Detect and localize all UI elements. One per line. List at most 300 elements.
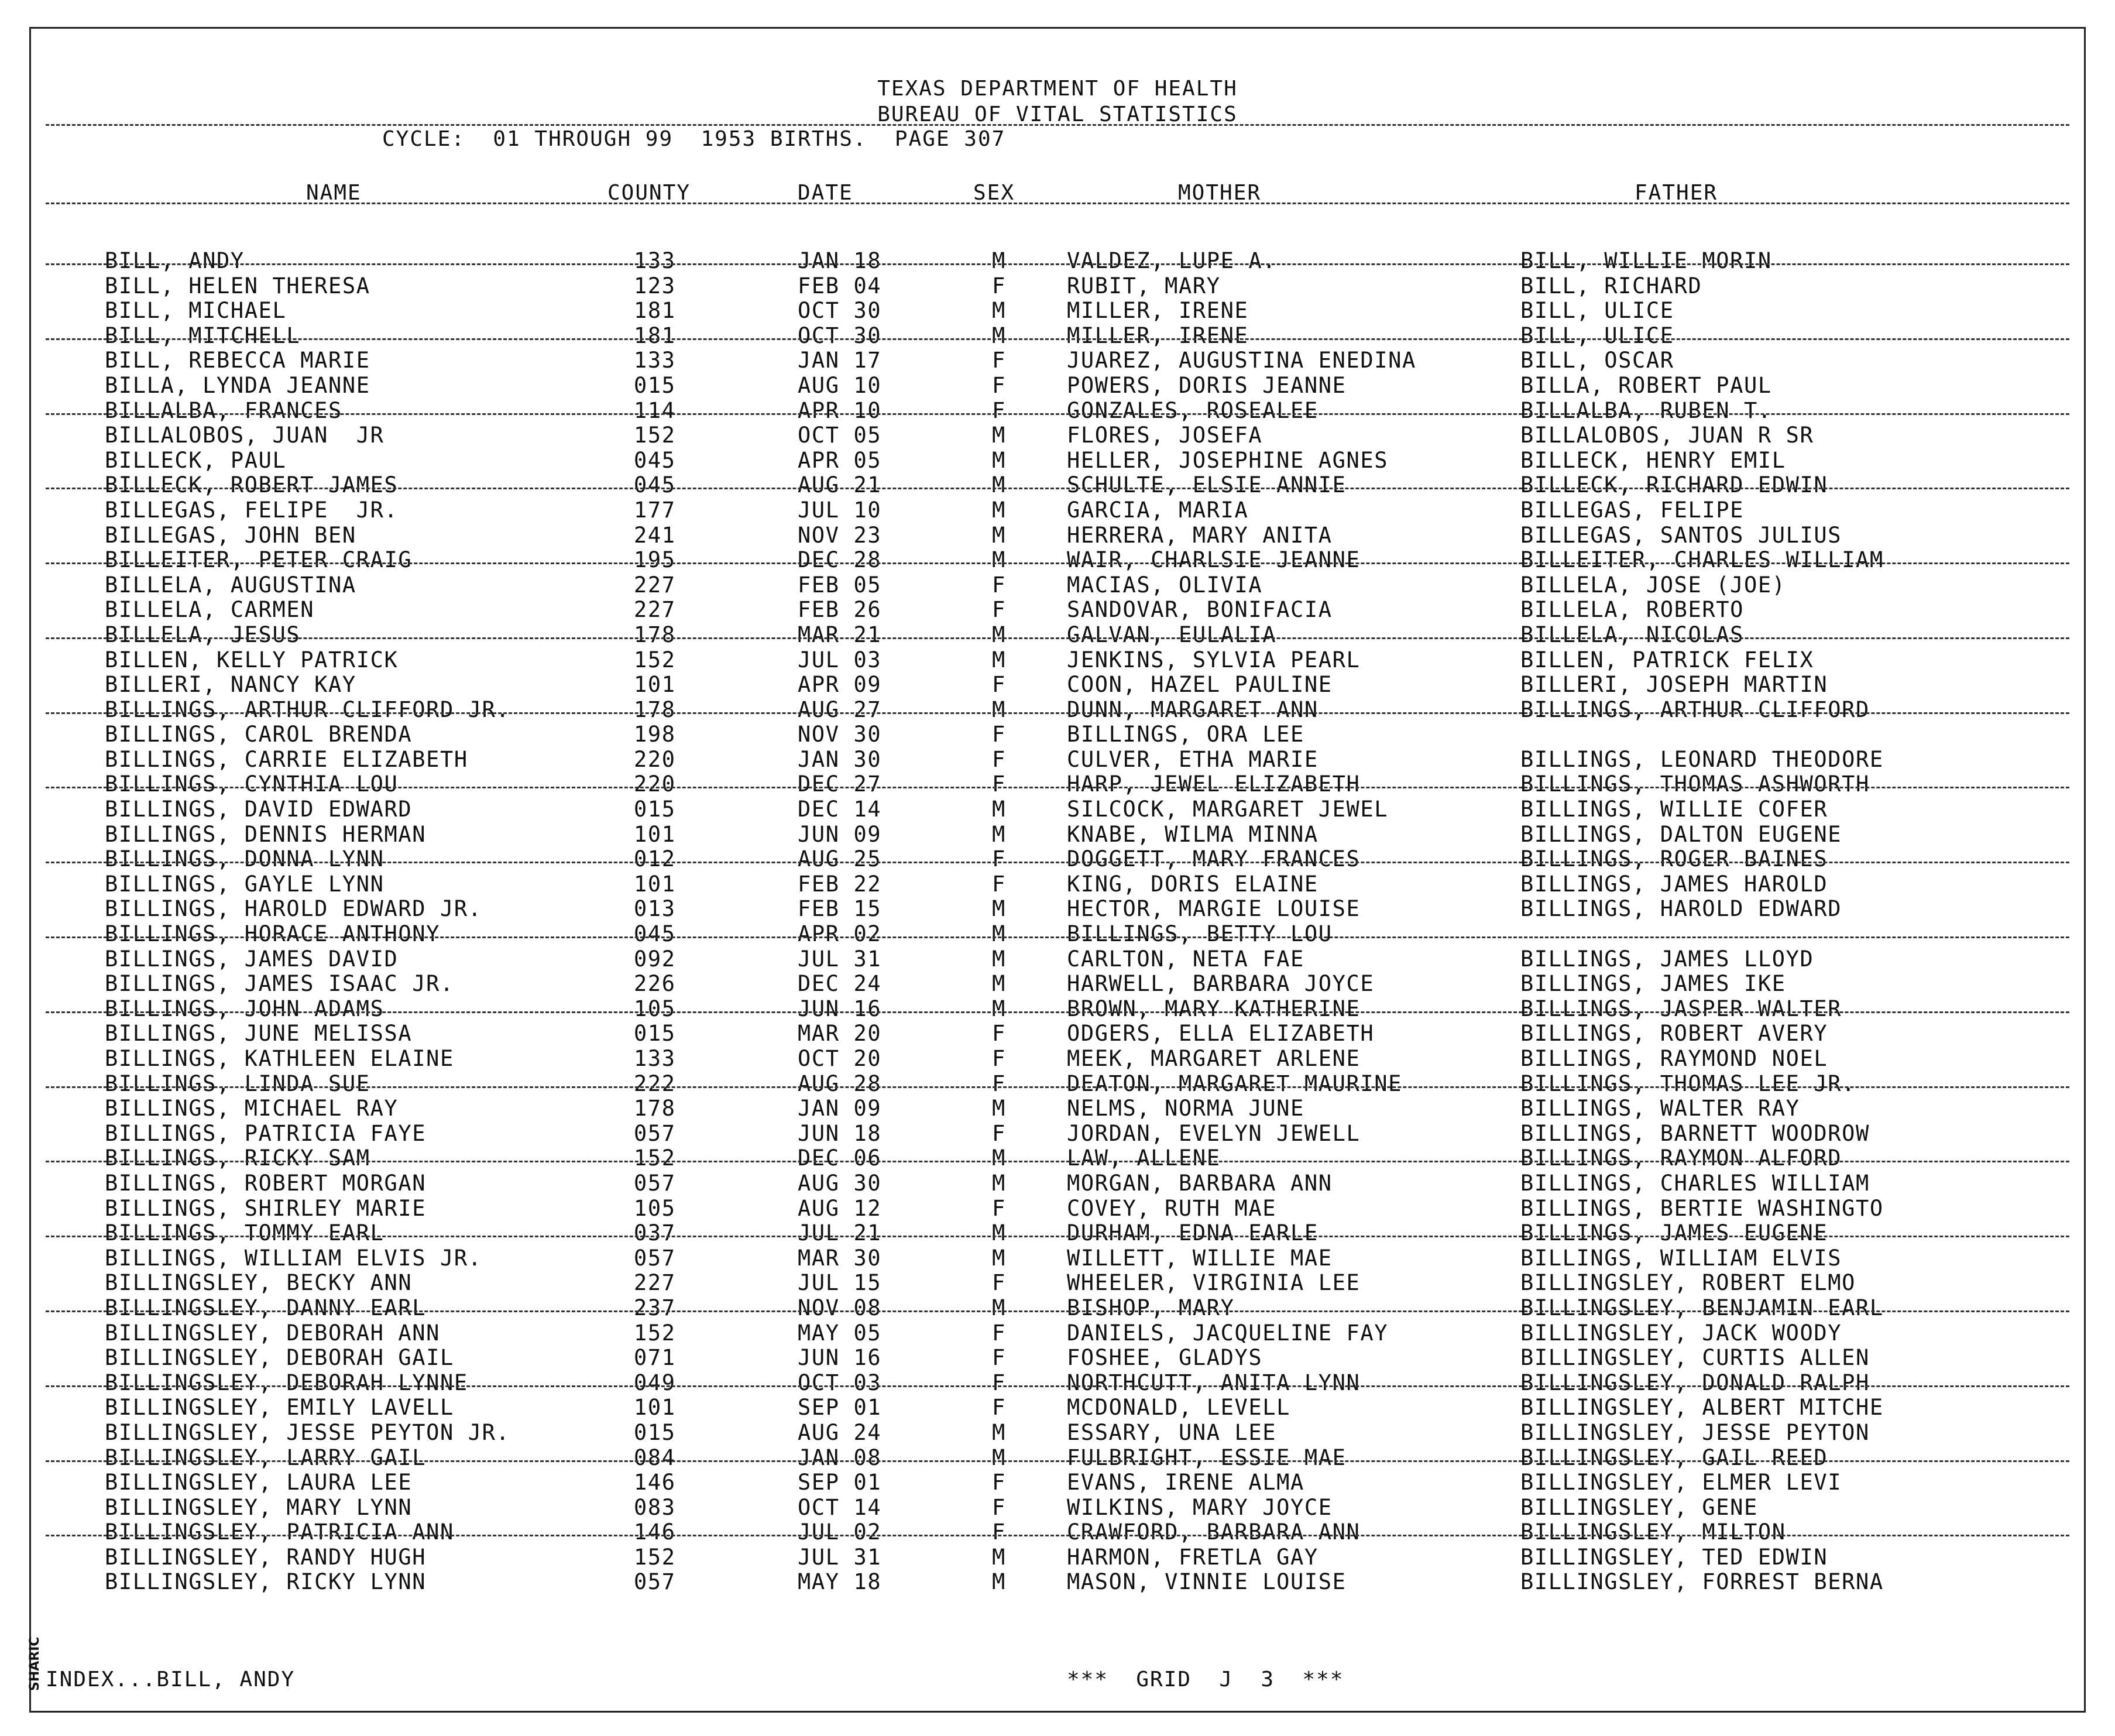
- record-name: BILLEGAS, JOHN BEN: [105, 522, 356, 548]
- record-father: BILLINGS, CHARLES WILLIAM: [1520, 1170, 1870, 1196]
- record-date: FEB 04: [798, 273, 882, 299]
- record-county: 037: [634, 1220, 676, 1246]
- record-father: BILLINGSLEY, BENJAMIN EARL: [1520, 1295, 1884, 1320]
- record-father: BILLEITER, CHARLES WILLIAM: [1520, 547, 1884, 573]
- department-title: TEXAS DEPARTMENT OF HEALTH: [877, 77, 1238, 101]
- record-date: OCT 14: [798, 1494, 882, 1520]
- record-county: 013: [634, 896, 676, 922]
- record-name: BILLINGSLEY, RANDY HUGH: [105, 1544, 427, 1570]
- record-county: 152: [634, 647, 676, 673]
- record-sex: M: [992, 547, 1006, 573]
- record-date: JUL 10: [798, 497, 882, 523]
- record-date: JUL 21: [798, 1220, 882, 1246]
- record-mother: BISHOP, MARY: [1067, 1295, 1235, 1320]
- record-date: OCT 20: [798, 1046, 882, 1071]
- record-sex: M: [992, 323, 1006, 348]
- record-county: 105: [634, 1195, 676, 1221]
- record-name: BILLINGS, CYNTHIA LOU: [105, 771, 399, 797]
- record-date: OCT 05: [798, 423, 882, 448]
- record-row: [31, 472, 2084, 498]
- record-county: 227: [634, 597, 676, 623]
- record-sex: F: [992, 1046, 1006, 1071]
- record-row: [31, 872, 2084, 897]
- record-sex: F: [992, 397, 1006, 423]
- record-name: BILLINGSLEY, LARRY GAIL: [105, 1445, 427, 1470]
- record-father: BILLINGS, WALTER RAY: [1520, 1096, 1800, 1121]
- record-father: BILLINGSLEY, JACK WOODY: [1520, 1320, 1842, 1346]
- record-mother: SANDOVAR, BONIFACIA: [1067, 597, 1333, 623]
- record-father: BILLELA, NICOLAS: [1520, 622, 1745, 647]
- record-father: BILLINGSLEY, ALBERT MITCHE: [1520, 1395, 1884, 1421]
- record-county: 181: [634, 323, 676, 348]
- record-row: [31, 572, 2084, 598]
- record-row: [31, 697, 2084, 722]
- record-row: [31, 323, 2084, 348]
- record-name: BILLELA, JESUS: [105, 622, 301, 647]
- record-father: BILLINGSLEY, FORREST BERNA: [1520, 1569, 1884, 1595]
- record-father: BILL, ULICE: [1520, 323, 1674, 348]
- record-county: 220: [634, 746, 676, 772]
- record-mother: HARMON, FRETLA GAY: [1067, 1544, 1319, 1570]
- record-county: 083: [634, 1494, 676, 1520]
- record-county: 178: [634, 697, 676, 722]
- column-header-date: DATE: [798, 181, 853, 205]
- record-county: 195: [634, 547, 676, 573]
- record-name: BILLECK, ROBERT JAMES: [105, 472, 399, 498]
- column-header-sex: SEX: [973, 181, 1015, 205]
- record-county: 123: [634, 273, 676, 299]
- record-father: BILL, OSCAR: [1520, 348, 1674, 373]
- record-sex: M: [992, 1170, 1006, 1196]
- record-sex: M: [992, 1295, 1006, 1320]
- record-date: JAN 09: [798, 1096, 882, 1121]
- record-county: 071: [634, 1345, 676, 1371]
- record-father: BILLINGS, BARNETT WOODROW: [1520, 1120, 1870, 1146]
- record-father: BILL, RICHARD: [1520, 273, 1702, 299]
- record-county: 241: [634, 522, 676, 548]
- record-sex: M: [992, 1096, 1006, 1121]
- record-mother: HARP, JEWEL ELIZABETH: [1067, 771, 1361, 797]
- record-father: BILLINGS, DALTON EUGENE: [1520, 821, 1842, 847]
- record-mother: HERRERA, MARY ANITA: [1067, 522, 1333, 548]
- record-name: BILLINGSLEY, LAURA LEE: [105, 1470, 413, 1495]
- record-row: [31, 1246, 2084, 1271]
- record-date: MAY 18: [798, 1569, 882, 1595]
- record-row: [31, 1196, 2084, 1221]
- record-county: 198: [634, 722, 676, 747]
- record-county: 101: [634, 672, 676, 698]
- record-county: 178: [634, 1096, 676, 1121]
- record-name: BILLINGSLEY, PATRICIA ANN: [105, 1519, 454, 1545]
- record-county: 092: [634, 946, 676, 972]
- record-row: [31, 1445, 2084, 1470]
- record-father: BILLINGS, JAMES HAROLD: [1520, 871, 1828, 897]
- record-county: 220: [634, 771, 676, 797]
- record-name: BILLINGS, JAMES ISAAC JR.: [105, 971, 454, 997]
- record-row: [31, 896, 2084, 921]
- record-row: [31, 1021, 2084, 1046]
- record-mother: DANIELS, JACQUELINE FAY: [1067, 1320, 1389, 1346]
- record-date: MAY 05: [798, 1320, 882, 1346]
- record-date: FEB 26: [798, 597, 882, 623]
- record-county: 177: [634, 497, 676, 523]
- record-father: BILLINGS, RAYMON ALFORD: [1520, 1145, 1842, 1171]
- record-date: APR 05: [798, 447, 882, 473]
- record-sex: M: [992, 1569, 1006, 1595]
- record-row: [31, 523, 2084, 548]
- record-mother: JORDAN, EVELYN JEWELL: [1067, 1120, 1361, 1146]
- record-date: AUG 27: [798, 697, 882, 722]
- record-name: BILLINGS, JUNE MELISSA: [105, 1021, 413, 1047]
- record-mother: GARCIA, MARIA: [1067, 497, 1249, 523]
- record-mother: JUAREZ, AUGUSTINA ENEDINA: [1067, 348, 1416, 373]
- record-row: [31, 1420, 2084, 1445]
- record-father: BILLELA, ROBERTO: [1520, 597, 1745, 623]
- record-row: [31, 1395, 2084, 1420]
- record-sex: M: [992, 647, 1006, 673]
- record-mother: CRAWFORD, BARBARA ANN: [1067, 1519, 1361, 1545]
- record-mother: MCDONALD, LEVELL: [1067, 1395, 1291, 1421]
- record-date: JAN 30: [798, 746, 882, 772]
- record-county: 178: [634, 622, 676, 647]
- record-row: [31, 822, 2084, 847]
- record-date: SEP 01: [798, 1470, 882, 1495]
- record-name: BILLINGSLEY, MARY LYNN: [105, 1494, 413, 1520]
- index-footer: INDEX...BILL, ANDY: [46, 1668, 296, 1692]
- record-row: [31, 348, 2084, 373]
- record-mother: MEEK, MARGARET ARLENE: [1067, 1046, 1361, 1071]
- record-mother: ODGERS, ELLA ELIZABETH: [1067, 1021, 1375, 1047]
- record-sex: M: [992, 1145, 1006, 1171]
- record-date: AUG 28: [798, 1071, 882, 1096]
- record-name: BILLINGS, LINDA SUE: [105, 1071, 370, 1096]
- record-sex: F: [992, 1395, 1006, 1421]
- record-sex: F: [992, 1370, 1006, 1395]
- record-name: BILLINGS, TOMMY EARL: [105, 1220, 384, 1246]
- record-father: BILLINGS, BERTIE WASHINGTO: [1520, 1195, 1884, 1221]
- record-county: 114: [634, 397, 676, 423]
- record-date: AUG 21: [798, 472, 882, 498]
- record-sex: F: [992, 1320, 1006, 1346]
- record-father: BILLINGSLEY, CURTIS ALLEN: [1520, 1345, 1870, 1371]
- record-name: BILL, HELEN THERESA: [105, 273, 370, 299]
- record-father: BILLINGSLEY, MILTON: [1520, 1519, 1786, 1545]
- record-row: [31, 996, 2084, 1021]
- record-county: 057: [634, 1245, 676, 1271]
- record-row: [31, 1096, 2084, 1121]
- record-row: [31, 647, 2084, 673]
- record-name: BILL, MICHAEL: [105, 298, 287, 324]
- record-date: MAR 30: [798, 1245, 882, 1271]
- record-row: [31, 1171, 2084, 1196]
- record-date: JUN 16: [798, 996, 882, 1021]
- record-sex: F: [992, 746, 1006, 772]
- record-father: BILLINGSLEY, GAIL REED: [1520, 1445, 1828, 1470]
- column-header-father: FATHER: [1635, 181, 1718, 205]
- record-row: [31, 1145, 2084, 1171]
- record-date: FEB 15: [798, 896, 882, 922]
- record-date: JUN 16: [798, 1345, 882, 1371]
- record-county: 133: [634, 348, 676, 373]
- record-date: AUG 10: [798, 372, 882, 398]
- record-name: BILLINGS, WILLIAM ELVIS JR.: [105, 1245, 482, 1271]
- record-county: 152: [634, 1145, 676, 1171]
- record-date: AUG 12: [798, 1195, 882, 1221]
- record-date: NOV 08: [798, 1295, 882, 1320]
- record-mother: WILLETT, WILLIE MAE: [1067, 1245, 1333, 1271]
- record-row: [31, 1320, 2084, 1346]
- record-county: 045: [634, 447, 676, 473]
- record-name: BILLINGSLEY, BECKY ANN: [105, 1270, 413, 1296]
- record-sex: M: [992, 921, 1006, 947]
- record-date: MAR 20: [798, 1021, 882, 1047]
- record-father: BILLINGSLEY, ELMER LEVI: [1520, 1470, 1842, 1495]
- record-row: [31, 797, 2084, 822]
- record-mother: WAIR, CHARLSIE JEANNE: [1067, 547, 1361, 573]
- record-mother: WILKINS, MARY JOYCE: [1067, 1494, 1333, 1520]
- record-name: BILLINGS, GAYLE LYNN: [105, 871, 384, 897]
- record-row: [31, 398, 2084, 423]
- record-mother: BROWN, MARY KATHERINE: [1067, 996, 1361, 1021]
- record-name: BILLELA, AUGUSTINA: [105, 572, 356, 598]
- record-county: 237: [634, 1295, 676, 1320]
- record-date: AUG 24: [798, 1419, 882, 1445]
- record-father: BILL, WILLIE MORIN: [1520, 248, 1772, 273]
- record-name: BILLALBA, FRANCES: [105, 397, 342, 423]
- record-row: [31, 846, 2084, 872]
- record-row: [31, 971, 2084, 996]
- record-father: BILLEGAS, SANTOS JULIUS: [1520, 522, 1842, 548]
- record-date: OCT 30: [798, 298, 882, 324]
- record-county: 101: [634, 821, 676, 847]
- record-father: BILLINGSLEY, TED EDWIN: [1520, 1544, 1828, 1570]
- record-mother: FLORES, JOSEFA: [1067, 423, 1263, 448]
- record-date: DEC 14: [798, 797, 882, 822]
- grid-footer: *** GRID J 3 ***: [1067, 1668, 1344, 1692]
- record-father: BILLERI, JOSEPH MARTIN: [1520, 672, 1828, 698]
- record-name: BILLECK, PAUL: [105, 447, 287, 473]
- record-row: [31, 1345, 2084, 1370]
- record-father: BILLECK, RICHARD EDWIN: [1520, 472, 1828, 498]
- record-sex: F: [992, 1021, 1006, 1047]
- record-county: 222: [634, 1071, 676, 1096]
- record-date: JUL 31: [798, 946, 882, 972]
- record-row: [31, 298, 2084, 323]
- record-name: BILLINGS, CARRIE ELIZABETH: [105, 746, 468, 772]
- record-date: AUG 30: [798, 1170, 882, 1196]
- record-county: 012: [634, 846, 676, 872]
- record-sex: F: [992, 597, 1006, 623]
- record-row: [31, 373, 2084, 398]
- header-rule: [46, 124, 2069, 126]
- record-sex: M: [992, 622, 1006, 647]
- record-father: BILLINGSLEY, DONALD RALPH: [1520, 1370, 1870, 1395]
- record-name: BILLINGS, HAROLD EDWARD JR.: [105, 896, 482, 922]
- column-header-county: COUNTY: [607, 181, 691, 205]
- record-father: BILLINGS, JAMES EUGENE: [1520, 1220, 1828, 1246]
- record-sex: M: [992, 472, 1006, 498]
- record-county: 045: [634, 472, 676, 498]
- record-sex: M: [992, 447, 1006, 473]
- record-county: 133: [634, 1046, 676, 1071]
- record-county: 015: [634, 797, 676, 822]
- record-row: [31, 1295, 2084, 1320]
- record-row: [31, 547, 2084, 572]
- record-father: BILLA, ROBERT PAUL: [1520, 372, 1772, 398]
- record-row: [31, 248, 2084, 273]
- record-father: BILLINGS, THOMAS ASHWORTH: [1520, 771, 1870, 797]
- record-mother: CULVER, ETHA MARIE: [1067, 746, 1319, 772]
- record-name: BILLINGS, JAMES DAVID: [105, 946, 399, 972]
- record-county: 045: [634, 921, 676, 947]
- record-name: BILLINGSLEY, DANNY EARL: [105, 1295, 427, 1320]
- record-mother: SILCOCK, MARGARET JEWEL: [1067, 797, 1389, 822]
- record-mother: FULBRIGHT, ESSIE MAE: [1067, 1445, 1347, 1470]
- record-sex: M: [992, 946, 1006, 972]
- record-mother: GALVAN, EULALIA: [1067, 622, 1277, 647]
- record-name: BILLA, LYNDA JEANNE: [105, 372, 370, 398]
- record-father: BILLECK, HENRY EMIL: [1520, 447, 1786, 473]
- record-father: BILLINGS, ROBERT AVERY: [1520, 1021, 1828, 1047]
- record-mother: WHEELER, VIRGINIA LEE: [1067, 1270, 1361, 1296]
- record-row: [31, 1071, 2084, 1096]
- record-row: [31, 273, 2084, 299]
- record-name: BILLEITER, PETER CRAIG: [105, 547, 413, 573]
- record-father: BILLINGS, JAMES IKE: [1520, 971, 1786, 997]
- record-sex: F: [992, 1071, 1006, 1096]
- record-mother: JENKINS, SYLVIA PEARL: [1067, 647, 1361, 673]
- record-county: 152: [634, 1544, 676, 1570]
- ledger-page: [29, 27, 2086, 1713]
- record-county: 105: [634, 996, 676, 1021]
- record-sex: M: [992, 797, 1006, 822]
- record-mother: HARWELL, BARBARA JOYCE: [1067, 971, 1375, 997]
- record-mother: VALDEZ, LUPE A.: [1067, 248, 1277, 273]
- record-sex: F: [992, 1345, 1006, 1371]
- record-sex: M: [992, 971, 1006, 997]
- record-father: BILL, ULICE: [1520, 298, 1674, 324]
- record-sex: F: [992, 572, 1006, 598]
- record-county: 227: [634, 572, 676, 598]
- record-county: 015: [634, 372, 676, 398]
- record-county: 226: [634, 971, 676, 997]
- record-name: BILLINGS, MICHAEL RAY: [105, 1096, 399, 1121]
- record-mother: ESSARY, UNA LEE: [1067, 1419, 1277, 1445]
- record-row: [31, 1121, 2084, 1146]
- record-sex: F: [992, 1519, 1006, 1545]
- record-sex: M: [992, 1445, 1006, 1470]
- record-row: [31, 448, 2084, 473]
- record-date: APR 10: [798, 397, 882, 423]
- record-sex: M: [992, 1220, 1006, 1246]
- record-name: BILLEN, KELLY PATRICK: [105, 647, 399, 673]
- record-row: [31, 1495, 2084, 1520]
- record-mother: HELLER, JOSEPHINE AGNES: [1067, 447, 1389, 473]
- record-date: JUN 18: [798, 1120, 882, 1146]
- record-mother: NELMS, NORMA JUNE: [1067, 1096, 1304, 1121]
- record-mother: DUNN, MARGARET ANN: [1067, 697, 1319, 722]
- record-date: DEC 27: [798, 771, 882, 797]
- record-mother: KNABE, WILMA MINNA: [1067, 821, 1319, 847]
- record-date: DEC 06: [798, 1145, 882, 1171]
- record-father: BILLINGSLEY, ROBERT ELMO: [1520, 1270, 1856, 1296]
- record-county: 101: [634, 1395, 676, 1421]
- record-sex: F: [992, 1270, 1006, 1296]
- record-date: JUL 15: [798, 1270, 882, 1296]
- record-father: BILLINGS, WILLIE COFER: [1520, 797, 1828, 822]
- record-sex: M: [992, 996, 1006, 1021]
- record-name: BILLINGS, DENNIS HERMAN: [105, 821, 427, 847]
- record-mother: RUBIT, MARY: [1067, 273, 1221, 299]
- record-mother: MILLER, IRENE: [1067, 298, 1249, 324]
- record-father: BILLEGAS, FELIPE: [1520, 497, 1745, 523]
- record-row: [31, 946, 2084, 972]
- record-mother: BILLINGS, BETTY LOU: [1067, 921, 1333, 947]
- record-sex: F: [992, 348, 1006, 373]
- record-father: BILLINGS, JAMES LLOYD: [1520, 946, 1814, 972]
- record-row: [31, 597, 2084, 622]
- record-mother: LAW, ALLENE: [1067, 1145, 1221, 1171]
- record-name: BILLINGS, HORACE ANTHONY: [105, 921, 441, 947]
- record-mother: POWERS, DORIS JEANNE: [1067, 372, 1347, 398]
- record-sex: F: [992, 1470, 1006, 1495]
- record-county: 133: [634, 248, 676, 273]
- record-father: BILLINGS, RAYMOND NOEL: [1520, 1046, 1828, 1071]
- record-sex: F: [992, 1494, 1006, 1520]
- record-date: FEB 05: [798, 572, 882, 598]
- record-father: BILLINGS, THOMAS LEE JR.: [1520, 1071, 1856, 1096]
- record-row: [31, 1545, 2084, 1570]
- record-county: 101: [634, 871, 676, 897]
- record-father: BILLINGS, HAROLD EDWARD: [1520, 896, 1842, 922]
- record-county: 152: [634, 423, 676, 448]
- record-name: BILLINGS, DONNA LYNN: [105, 846, 384, 872]
- record-county: 057: [634, 1120, 676, 1146]
- record-mother: KING, DORIS ELAINE: [1067, 871, 1319, 897]
- record-sex: F: [992, 722, 1006, 747]
- record-county: 152: [634, 1320, 676, 1346]
- record-mother: NORTHCUTT, ANITA LYNN: [1067, 1370, 1361, 1395]
- record-father: BILLEN, PATRICK FELIX: [1520, 647, 1814, 673]
- record-date: OCT 30: [798, 323, 882, 348]
- record-date: JAN 17: [798, 348, 882, 373]
- record-sex: F: [992, 1195, 1006, 1221]
- record-name: BILLINGSLEY, DEBORAH ANN: [105, 1320, 441, 1346]
- record-date: APR 09: [798, 672, 882, 698]
- record-sex: F: [992, 273, 1006, 299]
- record-county: 057: [634, 1569, 676, 1595]
- record-sex: M: [992, 697, 1006, 722]
- record-county: 084: [634, 1445, 676, 1470]
- record-mother: MILLER, IRENE: [1067, 323, 1249, 348]
- record-date: DEC 28: [798, 547, 882, 573]
- record-row: [31, 747, 2084, 772]
- record-name: BILL, ANDY: [105, 248, 245, 273]
- record-sex: M: [992, 1419, 1006, 1445]
- record-mother: MASON, VINNIE LOUISE: [1067, 1569, 1347, 1595]
- record-mother: DOGGETT, MARY FRANCES: [1067, 846, 1361, 872]
- record-sex: F: [992, 771, 1006, 797]
- record-mother: COVEY, RUTH MAE: [1067, 1195, 1277, 1221]
- record-sex: M: [992, 423, 1006, 448]
- record-name: BILLINGS, SHIRLEY MARIE: [105, 1195, 427, 1221]
- record-father: BILLINGS, LEONARD THEODORE: [1520, 746, 1884, 772]
- record-name: BILLINGSLEY, RICKY LYNN: [105, 1569, 427, 1595]
- record-sex: M: [992, 1245, 1006, 1271]
- record-row: [31, 1270, 2084, 1295]
- record-father: BILLINGS, ARTHUR CLIFFORD: [1520, 697, 1870, 722]
- record-county: 015: [634, 1419, 676, 1445]
